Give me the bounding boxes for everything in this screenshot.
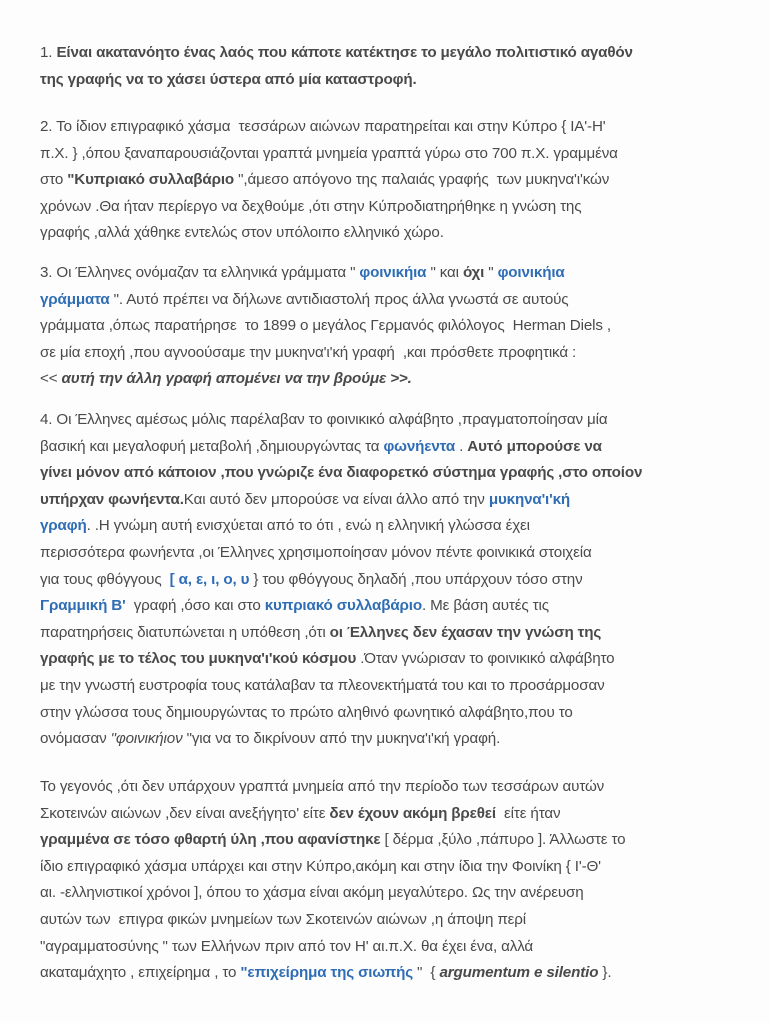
highlight-text: φοινικήια xyxy=(497,264,565,281)
text: " xyxy=(484,264,498,281)
text-line xyxy=(40,40,755,67)
text: } του φθόγγους δηλαδή ,που υπάρχουν τόσο στην xyxy=(249,570,583,588)
text: βασική και μεγαλοφυή μεταβολή ,δημιουργώντας τα xyxy=(40,437,384,455)
bold-text: δεν έχουν ακόμη βρεθεί xyxy=(329,804,496,822)
text: 3. Οι Έλληνες ονόμαζαν τα ελληνικά γράμματα " xyxy=(40,264,360,281)
quote-text: αυτή την άλλη γραφή απομένει να την βρούμε >>. xyxy=(61,370,412,388)
highlight-text: "επιχείρημα της σιωπής xyxy=(240,964,413,982)
bold-text: υπήρχαν φωνήεντα. xyxy=(40,490,184,508)
text: . xyxy=(455,437,468,455)
bold-text: Αυτό μπορούσε να xyxy=(467,437,602,455)
highlight-text: Γραμμική Β' xyxy=(40,597,126,615)
text-line: στην γλώσσα τους δημιουργώντας το πρώτο αληθινό φωνητικό αλφάβητο,που το xyxy=(40,703,573,721)
text: " { xyxy=(412,964,440,982)
italic-text: "φοινικήιον xyxy=(110,730,183,748)
text-line xyxy=(40,646,755,673)
text: .Όταν γνώρισαν το φοινικικό αλφάβητο xyxy=(356,650,615,668)
text-line xyxy=(40,801,755,828)
text-line: αυτών των επιγρα φικών μνημείων των Σκοτεινών αιώνων ,η άποψη περί xyxy=(40,910,526,928)
text-line xyxy=(40,287,755,314)
text-line: αι. -ελληνιστικοί χρόνοι ], όπου το χάσμα είναι ακόμη μεγαλύτερο. Ως την ανέρευση xyxy=(40,884,584,902)
text: . Με βάση αυτές τις xyxy=(421,597,549,615)
text-line xyxy=(40,567,755,594)
text-line: σε μία εποχή ,που αγνοούσαμε την μυκηνα'ι'κή γραφή ,και πρόσθετε προφητικά : xyxy=(40,343,577,361)
bold-text: γραφής με το τέλος του μυκηνα'ι'κού κόσμου xyxy=(40,650,357,668)
bold-text: Είναι ακατανόητο ένας λαός που κάποτε κατέκτησε το μεγάλο πολιτιστικό αγαθόν xyxy=(56,44,633,61)
text: είτε ήταν xyxy=(495,804,561,822)
text: }. xyxy=(598,964,612,982)
bold-text: γραμμένα σε τόσο φθαρτή ύλη ,που αφανίστηκε xyxy=(40,831,381,849)
text-line: χρόνων .Θα ήταν περίεργο να δεχθούμε ,ότι στην Κύπροδιατηρήθηκε η γνώση της xyxy=(40,197,582,215)
highlight-text: κυπριακό συλλαβάριο xyxy=(264,597,422,615)
paragraph-2 xyxy=(40,114,755,247)
text: ονόμασαν xyxy=(40,730,111,748)
text-line: 2. Το ίδιον επιγραφικό χάσμα τεσσάρων αιώνων παρατηρείται και στην Κύπρο { ΙΑ'-Η' xyxy=(40,118,606,135)
paragraph-3 xyxy=(40,260,755,393)
text: << xyxy=(40,370,62,388)
text-line xyxy=(40,366,755,393)
text: στο xyxy=(40,171,68,189)
text: παρατηρήσεις διατυπώνεται η υπόθεση ,ότι xyxy=(40,623,330,641)
text: "για να το δικρίνουν από την μυκηνα'ι'κή γραφή. xyxy=(182,730,501,748)
text-line: γράμματα ,όπως παρατήρησε το 1899 ο μεγάλος Γερμανός φιλόλογος Herman Diels , xyxy=(40,317,611,335)
text: ",άμεσο απόγονο της παλαιάς γραφής των μυκηνα'ι'κών xyxy=(234,171,610,189)
text-line xyxy=(40,593,755,620)
text-line xyxy=(40,434,755,461)
text: για τους φθόγγους xyxy=(40,570,170,588)
text-line xyxy=(40,167,755,194)
text: " και xyxy=(426,264,463,281)
paragraph-number: 1. xyxy=(40,44,57,61)
latin-phrase: argumentum e silentio xyxy=(439,964,599,982)
text-line xyxy=(40,726,755,753)
text: Σκοτεινών αιώνων ,δεν είναι ανεξήγητο' είτε xyxy=(40,804,330,822)
text-line: της γραφής να το χάσει ύστερα από μία καταστροφή. xyxy=(40,70,417,88)
text-line: περισσότερα φωνήεντα ,οι Έλληνες χρησιμοποίησαν μόνον πέντε φοινικικά στοιχεία xyxy=(40,543,592,561)
text-line: γραφής ,αλλά χάθηκε εντελώς στον υπόλοιπο ελληνικό χώρο. xyxy=(40,224,444,242)
text-line xyxy=(40,513,755,540)
text: ακαταμάχητο , επιχείρημα , το xyxy=(40,964,241,982)
text-line: ίδιο επιγραφικό χάσμα υπάρχει και στην Κύπρο,ακόμη και στην ίδια την Φοινίκη { Ι'-Θ' xyxy=(40,857,601,875)
paragraph-1 xyxy=(40,40,755,93)
highlight-text: γραφή xyxy=(40,517,87,535)
highlight-text: [ α, ε, ι, ο, υ xyxy=(169,570,250,588)
paragraph-5 xyxy=(40,774,755,987)
paragraph-4 xyxy=(40,407,755,753)
text-line xyxy=(40,620,755,647)
highlight-text: φωνήεντα xyxy=(383,437,456,455)
bold-text: οι Έλληνες δεν έχασαν την γνώση της xyxy=(329,623,602,641)
bold-text: "Κυπριακό συλλαβάριο xyxy=(67,171,235,189)
text-line: με την γνωστή ευστροφία τους κατάλαβαν τα πλεονεκτήματά του και το προσάρμοσαν xyxy=(40,676,605,694)
bold-text: όχι xyxy=(462,264,485,281)
text-line: Το γεγονός ,ότι δεν υπάρχουν γραπτά μνημεία από την περίοδο των τεσσάρων αυτών xyxy=(40,778,605,795)
text: Και αυτό δεν μπορούσε να είναι άλλο από την xyxy=(183,490,489,508)
text-line: "αγραμματοσύνης " των Ελλήνων πριν από τον Η' αι.π.Χ. θα έχει ένα, αλλά xyxy=(40,937,534,955)
text-line: γίνει μόνον από κάποιον ,που γνώριζε ένα διαφορετκό σύστημα γραφής ,στο οποίον xyxy=(40,464,643,482)
text-line xyxy=(40,960,755,987)
text: . .Η γνώμη αυτή ενισχύεται από το ότι , ενώ η ελληνική γλώσσα έχει xyxy=(86,517,530,535)
text-line: π.Χ. } ,όπου ξαναπαρουσιάζονται γραπτά μνημεία γραπτά γύρω στο 700 π.Χ. γραμμένα xyxy=(40,144,618,162)
text: ". Αυτό πρέπει να δήλωνε αντιδιαστολή προς άλλα γνωστά σε αυτούς xyxy=(109,290,569,308)
highlight-text: μυκηνα'ι'κή xyxy=(488,490,571,508)
highlight-text: γράμματα xyxy=(40,290,110,308)
text-line xyxy=(40,827,755,854)
text-line xyxy=(40,260,755,287)
highlight-text: φοινικήια xyxy=(359,264,427,281)
text: [ δέρμα ,ξύλο ,πάπυρο ]. Άλλωστε το xyxy=(380,831,626,849)
text-line: 4. Οι Έλληνες αμέσως μόλις παρέλαβαν το φοινικικό αλφάβητο ,πραγματοποίησαν μία xyxy=(40,411,608,428)
text-line xyxy=(40,487,755,514)
text: γραφή ,όσο και στο xyxy=(125,597,265,615)
